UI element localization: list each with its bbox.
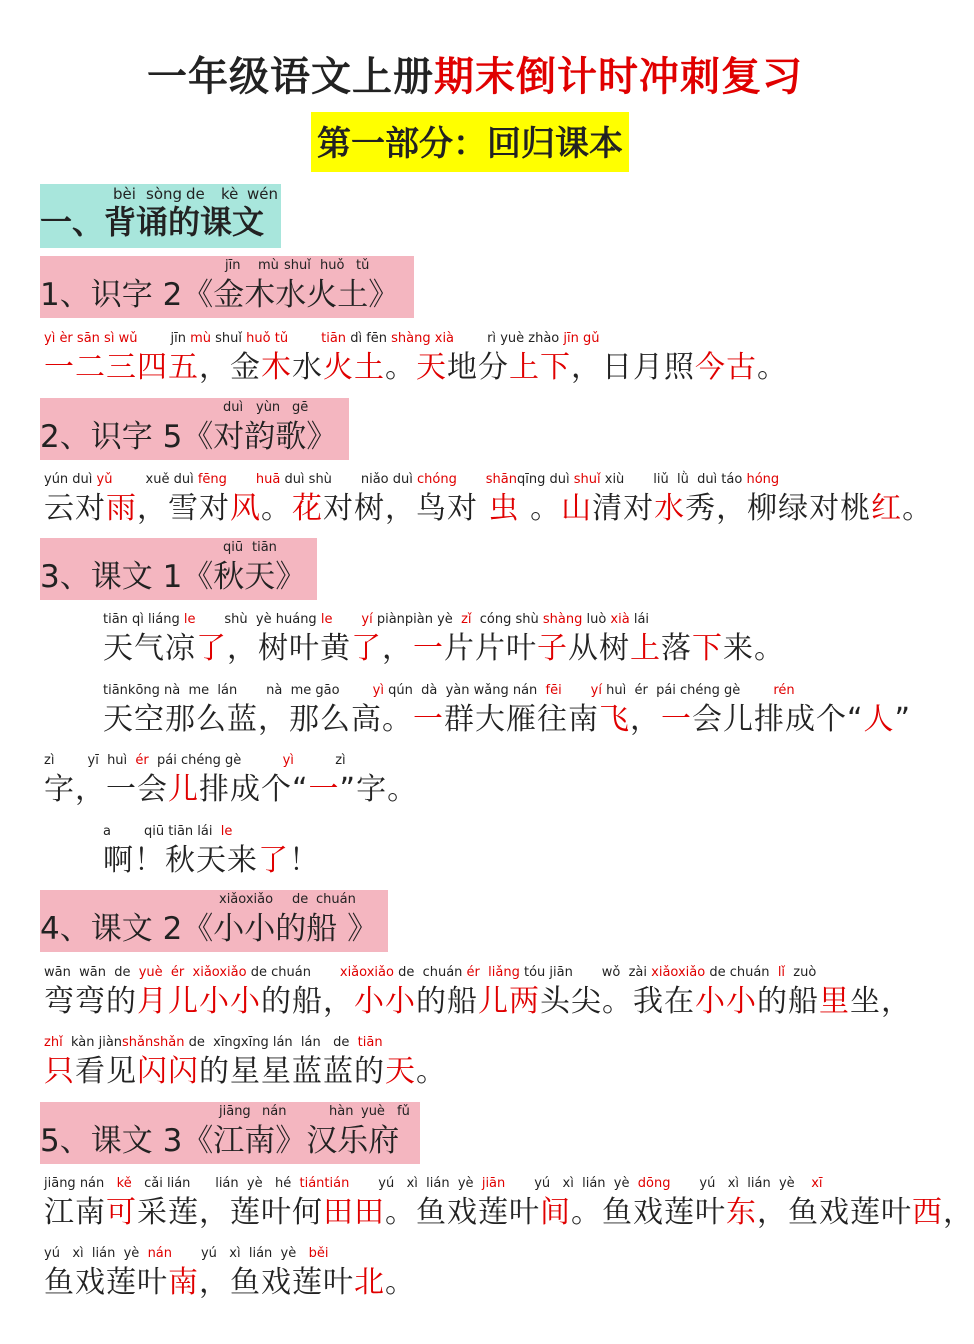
- document-title: [0, 52, 950, 102]
- pinyin-segment: de chuán: [709, 965, 778, 980]
- hanzi-segment: 今古: [695, 350, 757, 385]
- lesson-pinyin: qiū: [223, 540, 244, 555]
- hanzi-segment: 子: [537, 631, 568, 666]
- hanzi-segment: 头尖。我在: [540, 984, 695, 1019]
- pinyin-segment: xiù: [604, 472, 625, 487]
- pinyin-segment: fēn: [366, 331, 392, 346]
- pinyin-row: [44, 964, 816, 982]
- hanzi-segment: 会儿排成个“: [692, 702, 864, 737]
- pinyin-row: [44, 1034, 383, 1052]
- hanzi-row: [44, 770, 418, 810]
- hanzi-segment: 的船: [416, 984, 478, 1019]
- hanzi-segment: 秀，柳绿对桃: [685, 491, 872, 526]
- hanzi-segment: 天: [385, 1054, 416, 1089]
- lesson-pinyin: gē: [292, 400, 309, 415]
- hanzi-segment: 风: [230, 491, 261, 526]
- hanzi-row: [103, 841, 320, 881]
- pinyin-segment: fēng: [197, 472, 227, 487]
- hanzi-segment: 从树: [568, 631, 630, 666]
- pinyin-segment: de chuán: [398, 965, 467, 980]
- section-pinyin: bèi: [113, 185, 136, 203]
- hanzi-segment: 花: [292, 491, 323, 526]
- title-part-red: 期末倒计时冲刺复习: [434, 54, 803, 100]
- pinyin-segment: kě: [116, 1176, 132, 1191]
- hanzi-segment: 山: [561, 491, 593, 526]
- hanzi-segment: 小小: [695, 984, 757, 1019]
- hanzi-segment: 小小: [354, 984, 416, 1019]
- pinyin-segment: èr: [59, 331, 77, 346]
- lesson-pinyin: mù: [258, 258, 279, 273]
- lesson-pinyin: jīn: [225, 258, 241, 273]
- title-part-black: 一年级语文上册: [147, 54, 434, 100]
- hanzi-segment: ，鱼戏莲叶: [757, 1195, 912, 1230]
- pinyin-segment: niǎo duì: [331, 472, 418, 487]
- hanzi-segment: 火土: [323, 350, 385, 385]
- hanzi-segment: ，树叶黄: [227, 631, 351, 666]
- pinyin-segment: tiántián: [299, 1176, 350, 1191]
- lesson-pinyin: shuǐ: [284, 258, 311, 273]
- section-heading: [40, 184, 281, 248]
- hanzi-segment: 上下: [509, 350, 571, 385]
- pinyin-segment: zǐ: [461, 612, 472, 627]
- hanzi-row: [103, 700, 911, 740]
- hanzi-segment: 了: [351, 631, 382, 666]
- pinyin-segment: cóng shù: [471, 612, 543, 627]
- hanzi-segment: 可: [106, 1195, 137, 1230]
- pinyin-segment: tiān: [288, 331, 351, 346]
- pinyin-row: [103, 682, 795, 700]
- hanzi-segment: 的船: [757, 984, 819, 1019]
- pinyin-row: [44, 1175, 823, 1193]
- pinyin-segment: yí: [332, 612, 377, 627]
- pinyin-segment: yì: [372, 683, 389, 698]
- hanzi-segment: 只: [44, 1054, 75, 1089]
- pinyin-segment: huā: [226, 472, 285, 487]
- hanzi-segment: 的星星蓝蓝的: [199, 1054, 385, 1089]
- pinyin-segment: tiān: [357, 1035, 383, 1050]
- pinyin-segment: a qiū tiān lái: [103, 824, 221, 839]
- hanzi-row: [44, 1193, 974, 1233]
- hanzi-segment: 。: [385, 1265, 416, 1300]
- hanzi-segment: ，日月照: [571, 350, 695, 385]
- section-pinyin: sòng: [146, 185, 183, 203]
- pinyin-segment: huǒ: [246, 331, 275, 346]
- hanzi-segment: ，鱼戏莲叶: [199, 1265, 354, 1300]
- hanzi-segment: 下: [692, 631, 723, 666]
- pinyin-segment: qún dà yàn wǎng nán: [388, 683, 546, 698]
- hanzi-segment: 了: [258, 843, 289, 878]
- hanzi-segment: 了: [196, 631, 227, 666]
- hanzi-segment: 一: [308, 772, 340, 807]
- lesson-heading-text: 1、识字 2《金木水火土》: [40, 277, 400, 313]
- pinyin-segment: jīn: [563, 331, 583, 346]
- lesson-heading-1: [40, 256, 414, 318]
- pinyin-segment: wǔ: [118, 331, 138, 346]
- pinyin-segment: ér liǎng: [466, 965, 524, 980]
- hanzi-segment: 看见: [75, 1054, 137, 1089]
- pinyin-segment: luò: [586, 612, 611, 627]
- pinyin-segment: shàng: [542, 612, 587, 627]
- lesson-pinyin: tǔ: [356, 258, 370, 273]
- pinyin-segment: dōng: [637, 1176, 671, 1191]
- pinyin-segment: pái chéng gè: [148, 753, 283, 768]
- hanzi-segment: 水: [292, 350, 323, 385]
- pinyin-segment: yuè ér xiǎoxiǎo: [138, 965, 251, 980]
- pinyin-segment: yú xì lián yè: [349, 1176, 482, 1191]
- hanzi-segment: 雨: [106, 491, 137, 526]
- pinyin-segment: tóu jiān wǒ zài: [523, 965, 652, 980]
- hanzi-segment: 落: [661, 631, 692, 666]
- section-pinyin: wén: [247, 185, 279, 203]
- pinyin-segment: mù: [190, 331, 216, 346]
- hanzi-row: [44, 1263, 416, 1303]
- pinyin-segment: tiān qì liáng: [103, 612, 184, 627]
- pinyin-segment: gǔ: [583, 331, 600, 346]
- section-pinyin: de: [186, 185, 205, 203]
- hanzi-segment: 。: [385, 350, 416, 385]
- pinyin-segment: yún duì: [44, 472, 97, 487]
- pinyin-segment: de xīngxīng lán lán de: [188, 1035, 358, 1050]
- hanzi-segment: 采莲，莲叶何: [137, 1195, 323, 1230]
- pinyin-segment: le: [183, 612, 196, 627]
- pinyin-segment: xià: [434, 331, 455, 346]
- pinyin-segment: shān: [456, 472, 518, 487]
- hanzi-segment: 西: [912, 1195, 943, 1230]
- pinyin-segment: cǎi lián lián yè hé: [131, 1176, 300, 1191]
- pinyin-segment: jiāng nán: [44, 1176, 117, 1191]
- pinyin-segment: xuě duì: [112, 472, 198, 487]
- pinyin-segment: zhǐ: [44, 1035, 71, 1050]
- lesson-pinyin: yuè: [361, 1104, 385, 1119]
- pinyin-segment: de chuán: [250, 965, 340, 980]
- pinyin-segment: rén: [773, 683, 795, 698]
- hanzi-segment: 一: [661, 702, 692, 737]
- pinyin-segment: rì: [454, 331, 501, 346]
- hanzi-segment: 天气凉: [103, 631, 196, 666]
- hanzi-segment: 红: [871, 491, 903, 526]
- hanzi-segment: 。: [416, 1054, 447, 1089]
- hanzi-segment: 。鱼戏莲叶: [385, 1195, 540, 1230]
- pinyin-segment: yú xì lián yè: [44, 1246, 148, 1261]
- lesson-pinyin: tiān: [252, 540, 277, 555]
- lesson-heading-2: [40, 398, 349, 460]
- pinyin-segment: duì shù: [284, 472, 332, 487]
- pinyin-segment: yuè: [500, 331, 529, 346]
- hanzi-segment: 鱼戏莲叶: [44, 1265, 168, 1300]
- hanzi-segment: 。鱼戏莲叶: [571, 1195, 726, 1230]
- lesson-heading-text: 3、课文 1《秋天》: [40, 559, 307, 595]
- part-one-heading: 第一部分：回归课本: [311, 112, 629, 172]
- lesson-pinyin: jiāng: [219, 1104, 251, 1119]
- pinyin-segment: sì: [104, 331, 119, 346]
- section-pinyin: kè: [221, 185, 239, 203]
- hanzi-segment: 。: [902, 491, 934, 526]
- hanzi-segment: 弯弯的: [44, 984, 137, 1019]
- hanzi-segment: ！: [289, 843, 320, 878]
- hanzi-row: [44, 489, 933, 529]
- pinyin-segment: zì yī huì: [44, 753, 136, 768]
- lesson-pinyin: duì: [223, 400, 244, 415]
- lesson-pinyin: de: [292, 892, 309, 907]
- pinyin-segment: lái: [633, 612, 650, 627]
- hanzi-segment: ”: [894, 702, 912, 737]
- hanzi-segment: 儿: [168, 772, 199, 807]
- pinyin-segment: shǎnshǎn: [122, 1035, 189, 1050]
- lesson-heading-text: 4、课文 2《小小的船 》: [40, 911, 379, 947]
- pinyin-segment: lǐ: [777, 965, 786, 980]
- pinyin-segment: tǔ: [274, 331, 289, 346]
- pinyin-segment: jiān: [481, 1176, 506, 1191]
- pinyin-segment: zuò: [785, 965, 817, 980]
- pinyin-segment: liǔ lǜ duì táo: [624, 472, 747, 487]
- hanzi-segment: 木: [261, 350, 292, 385]
- hanzi-segment: ，: [943, 1195, 974, 1230]
- hanzi-segment: 人: [863, 702, 895, 737]
- hanzi-segment: ，: [382, 631, 413, 666]
- pinyin-segment: xī: [811, 1176, 823, 1191]
- lesson-pinyin: fǔ: [397, 1104, 410, 1119]
- pinyin-segment: yí: [561, 683, 607, 698]
- hanzi-segment: 。: [261, 491, 292, 526]
- hanzi-segment: 天空那么蓝，那么高。: [103, 702, 413, 737]
- pinyin-segment: yì: [282, 753, 294, 768]
- hanzi-segment: 间: [540, 1195, 571, 1230]
- hanzi-segment: 坐，: [850, 984, 912, 1019]
- section-heading-text: 一、背诵的课文: [40, 203, 265, 241]
- pinyin-segment: chóng: [417, 472, 457, 487]
- hanzi-segment: 一二三四五: [44, 350, 199, 385]
- hanzi-segment: 。: [519, 491, 562, 526]
- lesson-heading-text: 5、课文 3《江南》汉乐府: [40, 1123, 400, 1159]
- lesson-pinyin: huǒ: [320, 258, 345, 273]
- pinyin-segment: yú xì lián yè: [670, 1176, 812, 1191]
- hanzi-segment: 儿两: [478, 984, 540, 1019]
- hanzi-segment: 飞: [599, 702, 630, 737]
- hanzi-segment: 啊！秋天来: [103, 843, 258, 878]
- hanzi-segment: 水: [654, 491, 686, 526]
- hanzi-segment: 字，一会: [44, 772, 168, 807]
- pinyin-segment: shàng: [391, 331, 435, 346]
- lesson-heading-4: [40, 890, 388, 952]
- hanzi-segment: 北: [354, 1265, 385, 1300]
- hanzi-segment: 排成个“: [199, 772, 309, 807]
- hanzi-segment: 南: [168, 1265, 199, 1300]
- hanzi-segment: 来。: [723, 631, 785, 666]
- pinyin-segment: yú xì lián yè: [172, 1246, 309, 1261]
- pinyin-segment: nán: [147, 1246, 173, 1261]
- hanzi-segment: ，雪对: [137, 491, 230, 526]
- hanzi-segment: 天: [416, 350, 447, 385]
- pinyin-row: [44, 330, 600, 348]
- lesson-heading-3: [40, 538, 317, 600]
- hanzi-segment: 上: [630, 631, 661, 666]
- hanzi-row: [44, 348, 788, 388]
- pinyin-segment: zì: [293, 753, 346, 768]
- hanzi-segment: 。: [757, 350, 788, 385]
- pinyin-segment: shù yè huáng: [195, 612, 321, 627]
- hanzi-segment: 云对: [44, 491, 106, 526]
- pinyin-segment: hóng: [746, 472, 780, 487]
- hanzi-row: [44, 1052, 447, 1092]
- hanzi-segment: 的船，: [261, 984, 354, 1019]
- hanzi-segment: 江南: [44, 1195, 106, 1230]
- hanzi-row: [44, 982, 912, 1022]
- pinyin-row: [103, 823, 232, 841]
- pinyin-segment: tiānkōng nà me lán nà me gāo: [103, 683, 373, 698]
- lesson-pinyin: yùn: [256, 400, 281, 415]
- pinyin-segment: ér: [135, 753, 149, 768]
- pinyin-row: [103, 611, 649, 629]
- hanzi-segment: 田田: [323, 1195, 385, 1230]
- pinyin-row: [44, 471, 779, 489]
- pinyin-row: [44, 752, 346, 770]
- lesson-pinyin: xiǎoxiǎo: [219, 892, 274, 907]
- pinyin-segment: fēi: [545, 683, 562, 698]
- hanzi-segment: 一: [413, 631, 444, 666]
- hanzi-segment: 月儿小小: [137, 984, 261, 1019]
- hanzi-segment: 地分: [447, 350, 509, 385]
- pinyin-segment: dì: [350, 331, 367, 346]
- hanzi-segment: 东: [726, 1195, 757, 1230]
- pinyin-segment: le: [320, 612, 333, 627]
- lesson-pinyin: chuán: [316, 892, 356, 907]
- pinyin-segment: xiǎoxiǎo: [651, 965, 710, 980]
- pinyin-segment: yǔ: [96, 472, 113, 487]
- hanzi-segment: 闪闪: [137, 1054, 199, 1089]
- pinyin-segment: kàn jiàn: [70, 1035, 123, 1050]
- hanzi-segment: ”字。: [339, 772, 419, 807]
- hanzi-segment: 群大雁往南: [444, 702, 599, 737]
- pinyin-segment: zhào: [528, 331, 564, 346]
- hanzi-segment: 一: [413, 702, 444, 737]
- pinyin-segment: xiǎoxiǎo: [339, 965, 399, 980]
- hanzi-segment: ，: [630, 702, 661, 737]
- pinyin-segment: shuǐ: [215, 331, 247, 346]
- pinyin-segment: xià: [610, 612, 634, 627]
- lesson-pinyin: hàn: [329, 1104, 354, 1119]
- pinyin-segment: wān wān de: [44, 965, 139, 980]
- lesson-heading-5: [40, 1102, 420, 1164]
- hanzi-segment: 片片叶: [444, 631, 537, 666]
- hanzi-segment: 对树，鸟对: [323, 491, 489, 526]
- hanzi-row: [103, 629, 785, 669]
- lesson-heading-text: 2、识字 5《对韵歌》: [40, 419, 338, 455]
- pinyin-segment: huì ér pái chéng gè: [606, 683, 774, 698]
- hanzi-segment: 清对: [592, 491, 655, 526]
- pinyin-segment: yú xì lián yè: [505, 1176, 638, 1191]
- pinyin-segment: qīng duì: [517, 472, 574, 487]
- lesson-pinyin: nán: [262, 1104, 287, 1119]
- pinyin-row: [44, 1245, 329, 1263]
- pinyin-segment: yì: [44, 331, 60, 346]
- pinyin-segment: jīn: [137, 331, 191, 346]
- hanzi-segment: ，金: [199, 350, 261, 385]
- pinyin-segment: piànpiàn yè: [376, 612, 462, 627]
- pinyin-segment: sān: [76, 331, 105, 346]
- pinyin-segment: le: [220, 824, 233, 839]
- hanzi-segment: 里: [819, 984, 850, 1019]
- hanzi-segment: 虫: [488, 491, 520, 526]
- pinyin-segment: shuǐ: [573, 472, 605, 487]
- pinyin-segment: běi: [308, 1246, 329, 1261]
